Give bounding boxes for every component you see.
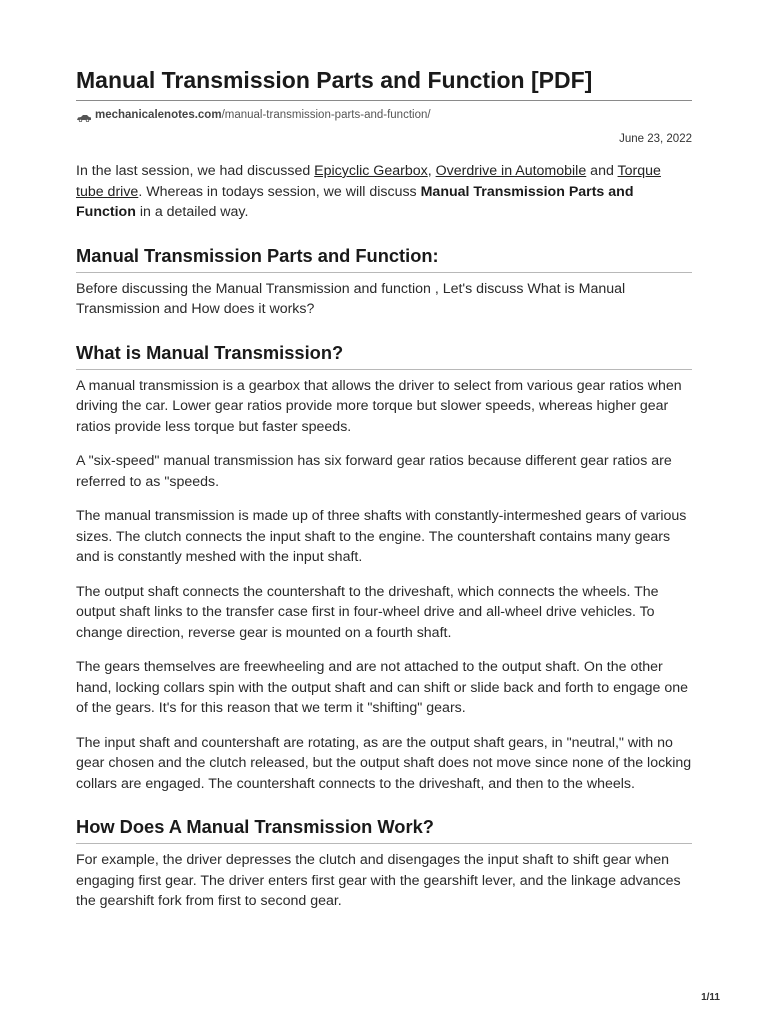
section-divider (76, 369, 692, 370)
link-epicyclic-gearbox[interactable]: Epicyclic Gearbox (314, 163, 428, 179)
link-torque-tube-drive[interactable]: Torque tube drive (76, 163, 661, 200)
page-title: Manual Transmission Parts and Function [PDF] (76, 67, 593, 93)
section-heading: Manual Transmission Parts and Function: (76, 244, 439, 266)
intro-text: and (586, 163, 618, 179)
section-paragraph: A "six-speed" manual transmission has six forward gear ratios because different gear ratios are referred to as "speeds. (76, 453, 672, 490)
source-domain[interactable]: mechanicalenotes.com (95, 109, 222, 121)
section-paragraph: Before discussing the Manual Transmission and function , Let's discuss What is Manual Transmission and How does it works? (76, 280, 626, 317)
intro-paragraph (76, 161, 692, 223)
intro-text: . Whereas in todays session, we will discuss (138, 183, 421, 200)
intro-text: In the last session, we had discussed (76, 163, 315, 179)
section-paragraph: For example, the driver depresses the clutch and disengages the input shaft to shift gear when engaging first gear. The driver enters first gear with the gearshift lever, and the linkage advances the gearshift fork from first to second gear. (76, 852, 681, 909)
section-paragraph: A manual transmission is a gearbox that allows the driver to select from various gear ratios when driving the car. Lower gear ratios provide more torque but slower speeds, whereas higher gear ratios provide less torque but faster speeds. (76, 377, 682, 435)
section-paragraph: The output shaft connects the countershaft to the driveshaft, which connects the wheels. The output shaft links to the transfer case first in four-wheel drive and all-wheel drive vehicles. To change direction, reverse gear is mounted on a fourth shaft. (76, 583, 659, 641)
title-divider (76, 100, 692, 101)
link-overdrive-in-automobile[interactable]: Overdrive in Automobile (435, 163, 587, 179)
page-indicator: 1/11 (701, 992, 720, 1003)
car-logo-icon (76, 111, 92, 119)
intro-text: , (427, 163, 436, 179)
section-paragraph: The input shaft and countershaft are rotating, as are the output shaft gears, in "neutral," with no gear chosen and the clutch released, but the output shaft does not move since none of the locking collars are engaged. The countershaft connects to the driveshaft, and then to the wheels. (76, 734, 692, 792)
publish-date: June 23, 2022 (619, 133, 692, 145)
section-heading: How Does A Manual Transmission Work? (76, 816, 434, 837)
section-paragraph: The manual transmission is made up of three shafts with constantly-intermeshed gears of various sizes. The clutch connects the input shaft to the engine. The countershaft contains many gears and is constantly meshed with the input shaft. (76, 508, 687, 565)
section-divider (76, 272, 692, 273)
document-page (76, 62, 692, 912)
source-url[interactable] (76, 107, 692, 123)
section-divider (76, 843, 692, 844)
source-path[interactable]: /manual-transmission-parts-and-function/ (221, 109, 431, 121)
section-paragraph: The gears themselves are freewheeling and are not attached to the output shaft. On the other hand, locking collars spin with the output shaft and can shift or slide back and forth to engage one of the gears. It's for this reason that we term it "shifting" gears. (76, 659, 689, 716)
intro-bold-topic: Manual Transmission Parts and Function (76, 183, 634, 220)
intro-text: in a detailed way. (135, 204, 249, 220)
section-heading: What is Manual Transmission? (76, 341, 344, 363)
